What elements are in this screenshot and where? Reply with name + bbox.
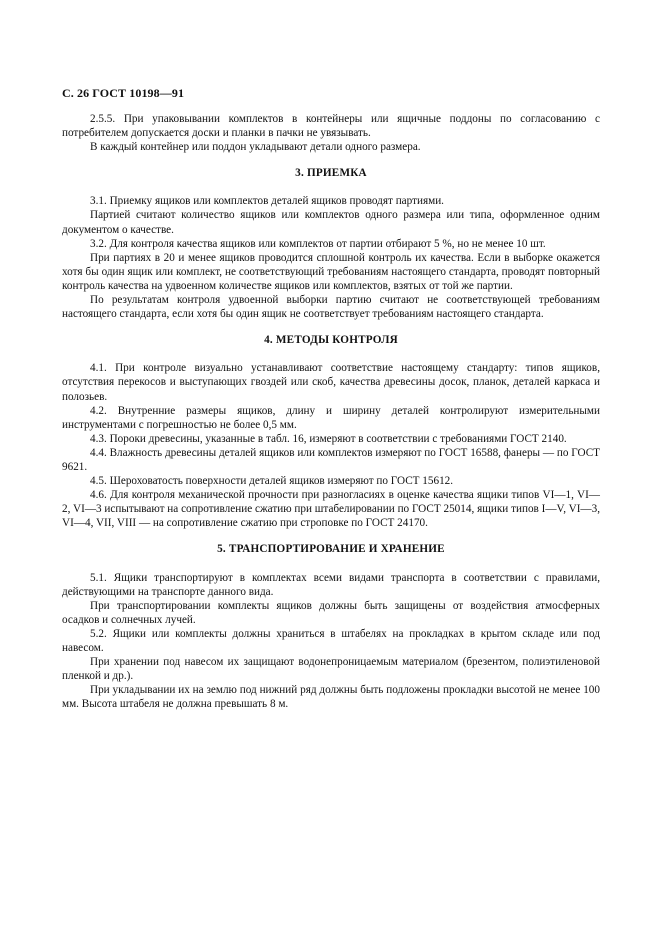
paragraph-4-5: 4.5. Шероховатость поверхности деталей ящиков измеряют по ГОСТ 15612. [90, 475, 454, 488]
paragraph-4-2: 4.2. Внутренние размеры ящиков, длину и ширину деталей контролируют измерительными инструментами с погрешностью не более 0,5 мм. [62, 404, 600, 431]
section-title-acceptance: 3. ПРИЕМКА [295, 167, 367, 180]
paragraph-shed-storage: При хранении под навесом их защищают водонепроницаемым материалом (брезентом, полиэтиленовой пленкой и др.). [62, 656, 600, 683]
section-title-transport-storage: 5. ТРАНСПОРТИРОВАНИЕ И ХРАНЕНИЕ [217, 543, 445, 556]
section-title-control-methods: 4. МЕТОДЫ КОНТРОЛЯ [264, 334, 398, 347]
page-header: С. 26 ГОСТ 10198—91 [62, 86, 185, 100]
paragraph-batch-definition: Партией считают количество ящиков или комплектов одного размера или типа, оформленное одним документом о качестве. [62, 209, 600, 236]
document-body [62, 112, 600, 711]
paragraph-4-3: 4.3. Пороки древесины, указанные в табл. 16, измеряют в соответствии с требованиями ГОСТ 2140. [90, 432, 567, 445]
paragraph-transport-protection: При транспортировании комплекты ящиков должны быть защищены от воздействия атмосферных осадков и солнечных лучей. [62, 599, 600, 626]
paragraph-3-2: 3.2. Для контроля качества ящиков или комплектов от партии отбирают 5 %, но не менее 10 шт. [90, 237, 546, 250]
paragraph-4-4: 4.4. Влажность древесины деталей ящиков или комплектов измеряют по ГОСТ 16588, фанеры — по ГОСТ 9621. [62, 446, 600, 473]
paragraph-4-6: 4.6. Для контроля механической прочности при разногласиях в оценке качества ящики типов VI—1, VI—2, VI—3 испытывают на сопротивление сжатию при штабелировании по ГОСТ 25014, ящики типов I—V, VI—3, VI—4, VII, VIII — на сопротивление сжатию при строповке по ГОСТ 24170. [62, 489, 600, 530]
paragraph-2-5-5: 2.5.5. При упаковывании комплектов в контейнеры или ящичные поддоны по согласованию с потребителем допускается доски и планки в пачки не увязывать. [62, 113, 600, 140]
paragraph-5-2: 5.2. Ящики или комплекты должны храниться в штабелях на прокладках в крытом складе или под навесом. [62, 627, 600, 654]
paragraph-3-1: 3.1. Приемку ящиков или комплектов деталей ящиков проводят партиями. [90, 195, 444, 208]
paragraph-container-details: В каждый контейнер или поддон укладывают детали одного размера. [90, 141, 421, 154]
paragraph-5-1: 5.1. Ящики транспортируют в комплектах всеми видами транспорта в соответствии с правилами, действующими на транспорте данного вида. [62, 571, 600, 598]
paragraph-4-1: 4.1. При контроле визуально устанавливают соответствие настоящему стандарту: типов ящиков, отсутствия перекосов и выступающих гвоздей или скоб, качества древесины досок, планок, деталей каркаса и полозьев. [62, 362, 600, 403]
paragraph-ground-stacking: При укладывании их на землю под нижний ряд должны быть подложены прокладки высотой не менее 100 мм. Высота штабеля не должна превышать 8 м. [62, 684, 600, 711]
paragraph-continuous-control: При партиях в 20 и менее ящиков проводится сплошной контроль их качества. Если в выборке окажется хотя бы один ящик или комплект, не соответствующий требованиям настоящего стандарта, проводят повторный контроль качества на удвоенном количестве ящиков или комплектов, взятых от той же партии. [62, 251, 600, 292]
paragraph-double-sample-result: По результатам контроля удвоенной выборки партию считают не соответствующей требованиям настоящего стандарта, если хотя бы один ящик не соответствует требованиям настоящего стандарта. [62, 294, 600, 321]
